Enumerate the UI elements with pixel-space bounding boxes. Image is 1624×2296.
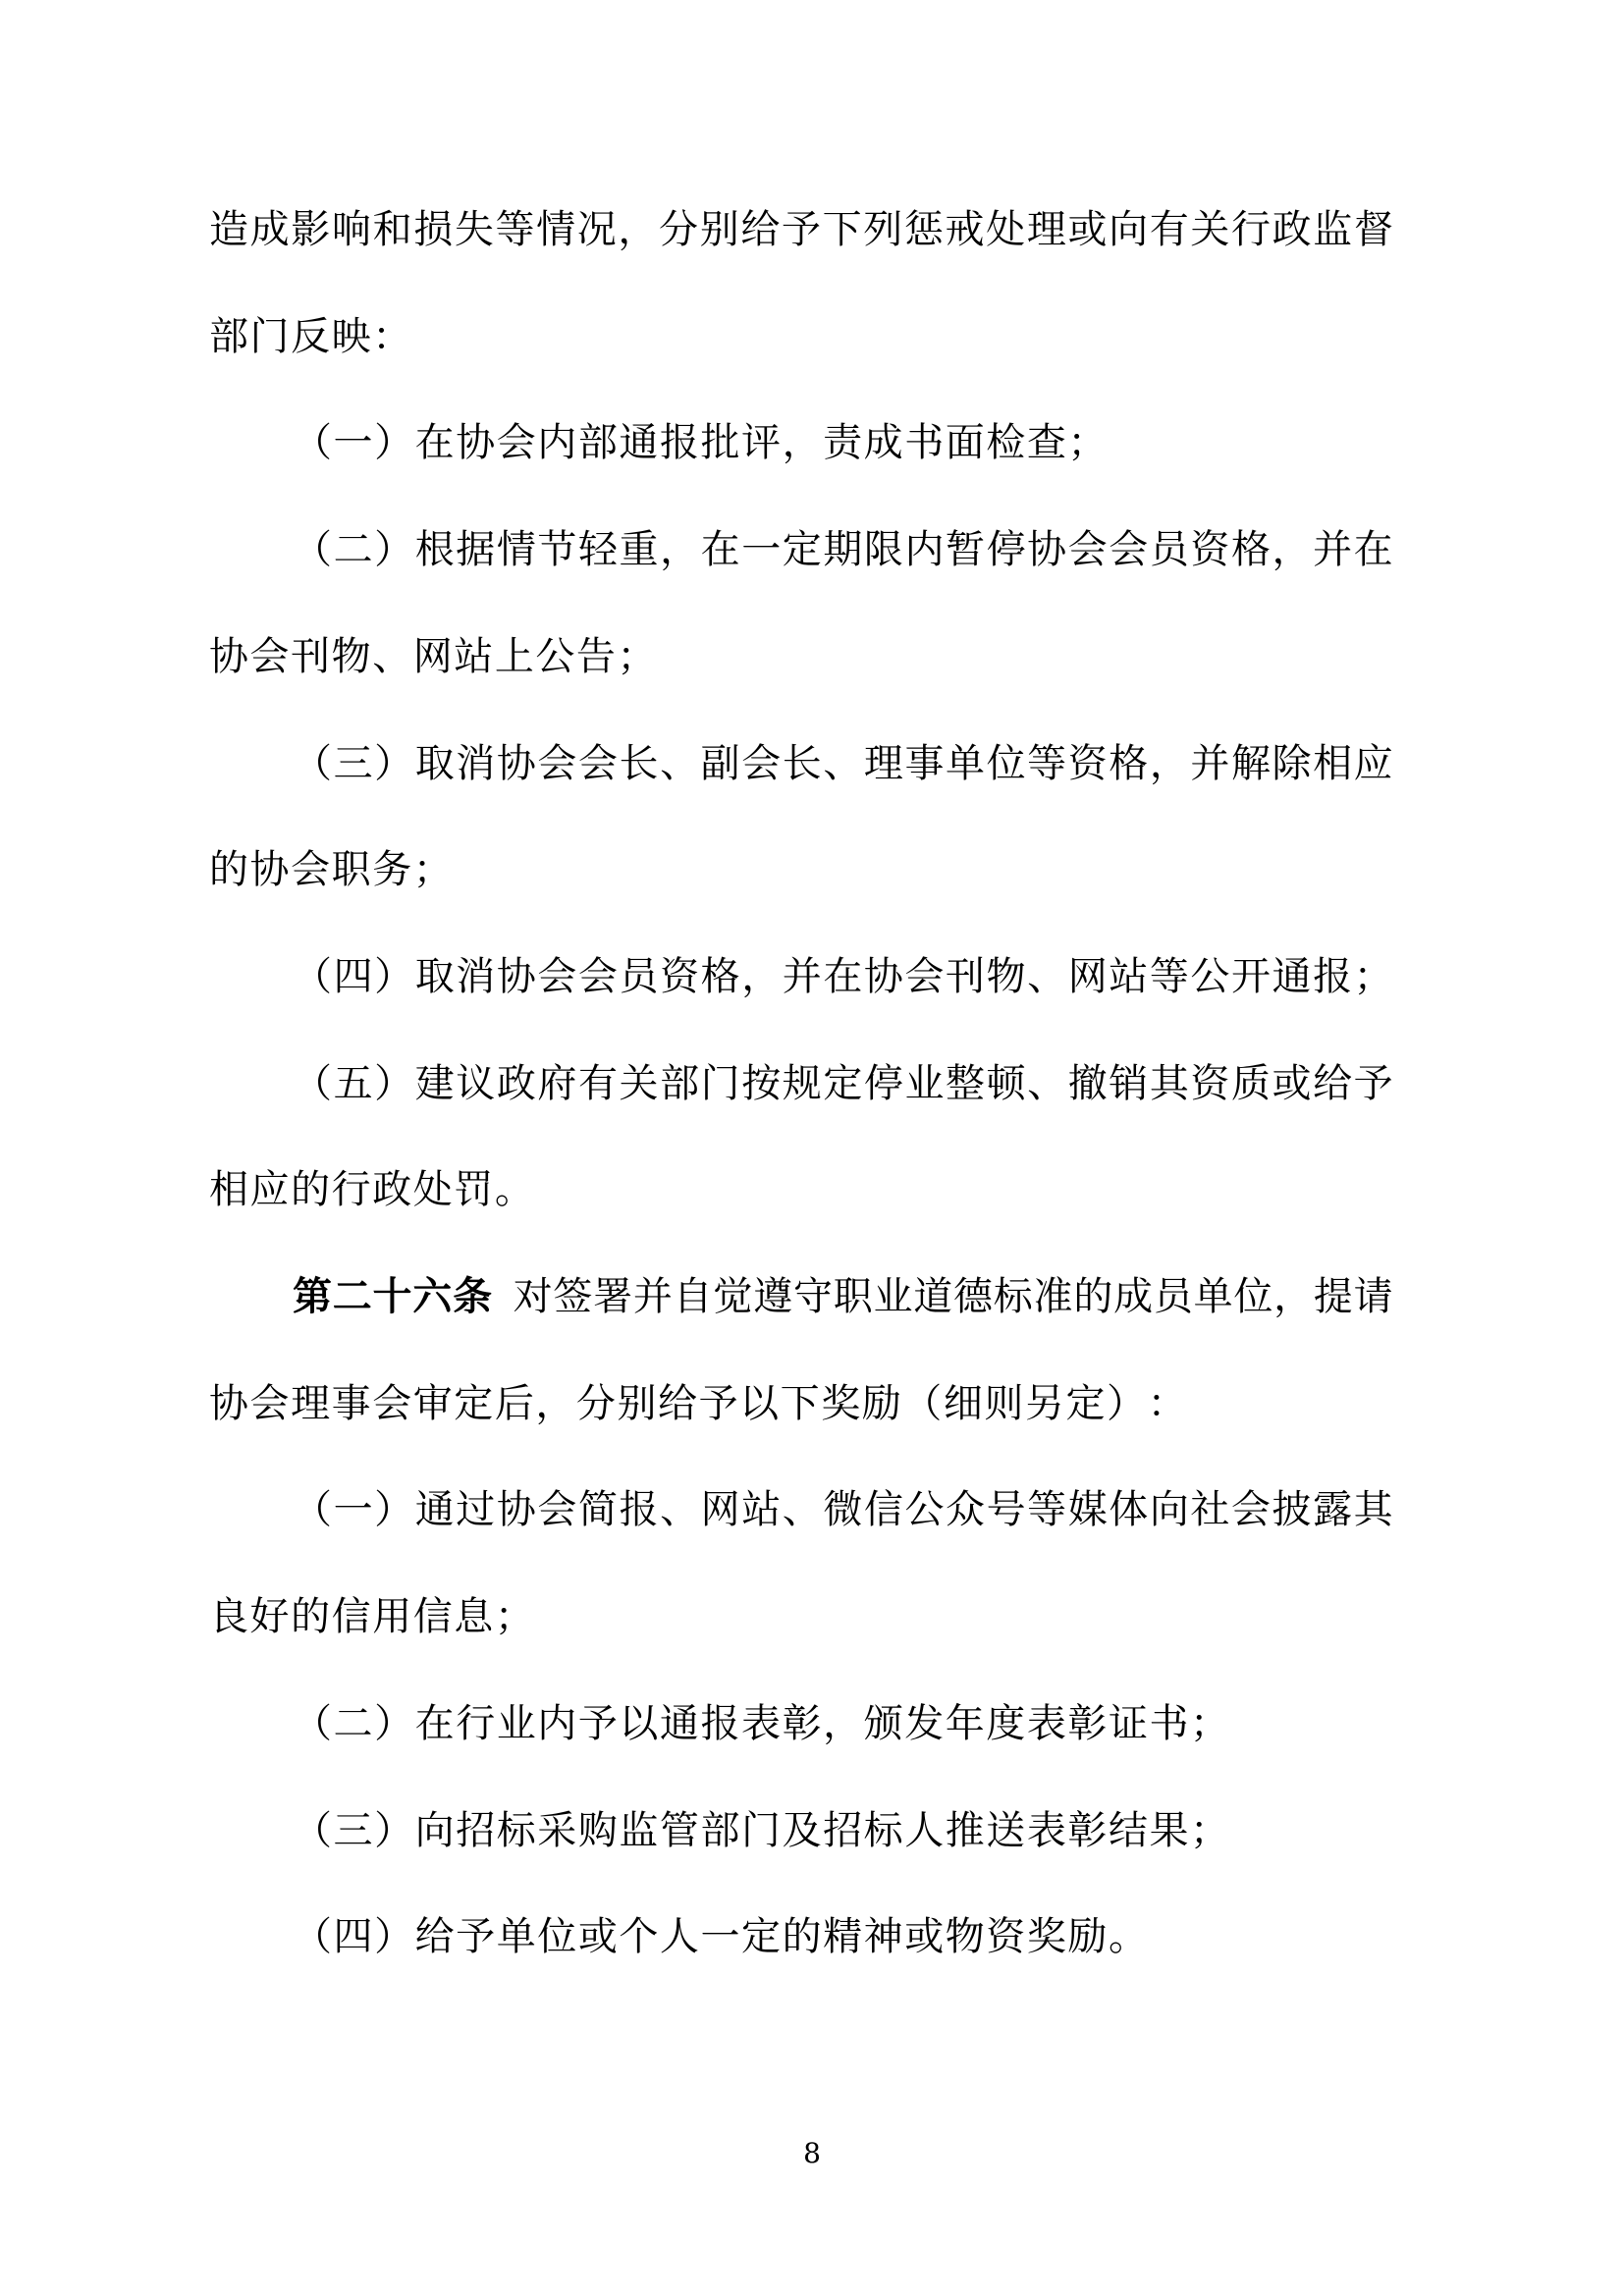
text-line: （ 一 ） 在 协 会 内 部 通 报 批 评 ， 责 成 书 面 检 查 ； [293, 420, 1108, 466]
text-line: 造 成 影 响 和 损 失 等 情 况 ， 分 别 给 予 下 列 惩 戒 处 理 或 向 有 关 行 政 监 督 [209, 207, 1393, 252]
text-line: （ 三 ） 向 招 标 采 购 监 管 部 门 及 招 标 人 推 送 表 彰 结 果 ； [293, 1807, 1230, 1853]
text-line: （ 二 ） 在 行 业 内 予 以 通 报 表 彰 ， 颁 发 年 度 表 彰 证 书 ； [293, 1700, 1230, 1746]
text-line: （ 四 ） 给 予 单 位 或 个 人 一 定 的 精 神 或 物 资 奖 励 。 [293, 1914, 1148, 1960]
text-line: 相 应 的 行 政 处 罚 。 [209, 1167, 534, 1213]
text-line: （ 三 ） 取 消 协 会 会 长 、 副 会 长 、 理 事 单 位 等 资 格 ， 并 解 除 相 应 [293, 740, 1393, 786]
text-line: 良 好 的 信 用 信 息 ； [209, 1594, 534, 1640]
text-line: （ 五 ） 建 议 政 府 有 关 部 门 按 规 定 停 业 整 顿 、 撤 销 其 资 质 或 给 予 [293, 1060, 1393, 1106]
text-line: 协 会 理 事 会 审 定 后 ， 分 别 给 予 以 下 奖 励 （ 细 则 另 定 ） ： [209, 1380, 1187, 1426]
text-line: 的 协 会 职 务 ； [209, 847, 453, 893]
page-number: 8 [803, 2137, 821, 2169]
text-line: 协 会 刊 物 、 网 站 上 公 告 ； [209, 633, 657, 679]
text-line: （ 一 ） 通 过 协 会 简 报 、 网 站 、 微 信 公 众 号 等 媒 体 向 社 会 披 露 其 [293, 1487, 1393, 1533]
text-line: 部 门 反 映 ： [209, 313, 412, 359]
text-line: （ 二 ） 根 据 情 节 轻 重 ， 在 一 定 期 限 内 暂 停 协 会 会 员 资 格 ， 并 在 [293, 527, 1393, 573]
text-line: （ 四 ） 取 消 协 会 会 员 资 格 ， 并 在 协 会 刊 物 、 网 站 等 公 开 通 报 ； [293, 953, 1393, 999]
text-line: 第 二 十 六 条 对 签 署 并 自 觉 遵 守 职 业 道 德 标 准 的 成 员 单 位 ， 提 请 [293, 1274, 1393, 1319]
